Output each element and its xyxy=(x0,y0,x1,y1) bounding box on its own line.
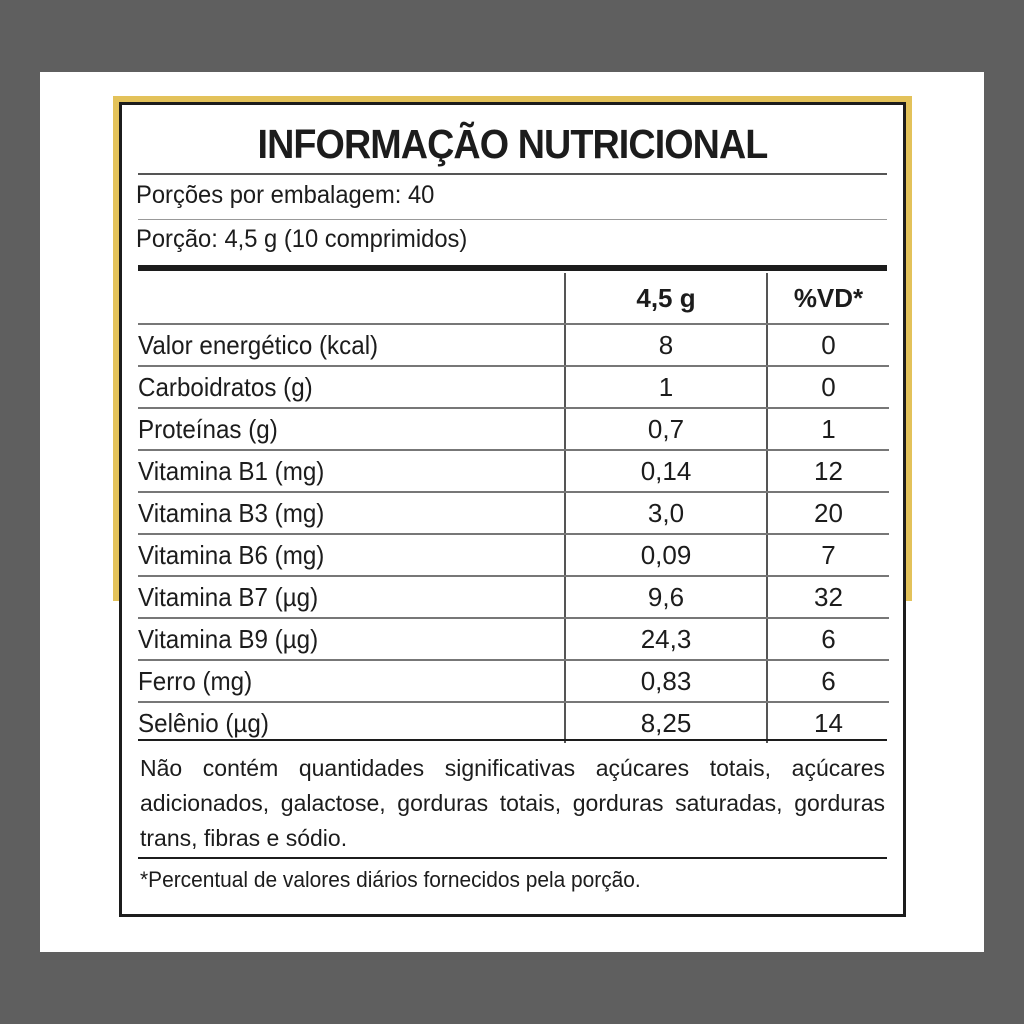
nutrient-amount: 1 xyxy=(565,366,767,408)
table-row xyxy=(138,534,889,576)
nutrient-dv: 14 xyxy=(767,702,889,743)
nutrient-amount: 8,25 xyxy=(565,702,767,743)
nutrient-dv: 6 xyxy=(767,618,889,660)
nutrient-dv: 20 xyxy=(767,492,889,534)
table-bottom-rule xyxy=(138,739,887,741)
title-divider xyxy=(138,173,887,175)
header-amount: 4,5 g xyxy=(565,273,767,324)
dv-footnote: *Percentual de valores diários fornecidos pela porção. xyxy=(140,867,641,892)
nutrition-note: Não contém quantidades significativas açúcares totais, açúcares adicionados, galactose, gorduras totais, gorduras saturadas, gorduras trans, fibras e sódio. xyxy=(140,755,885,851)
footnote-divider xyxy=(138,857,887,859)
table-row xyxy=(138,576,889,618)
nutrient-name: Selênio (µg) xyxy=(138,707,269,738)
nutrient-dv: 0 xyxy=(767,324,889,366)
label-title: INFORMAÇÃO NUTRICIONAL xyxy=(257,121,768,167)
table-row xyxy=(138,366,889,408)
meta-divider xyxy=(138,219,887,220)
nutrient-amount: 0,83 xyxy=(565,660,767,702)
nutrient-amount: 0,14 xyxy=(565,450,767,492)
serving-size: Porção: 4,5 g (10 comprimidos) xyxy=(136,225,468,253)
servings-per-package: Porções por embalagem: 40 xyxy=(136,181,435,209)
nutrient-amount: 8 xyxy=(565,324,767,366)
table-row xyxy=(138,450,889,492)
nutrient-dv: 6 xyxy=(767,660,889,702)
nutrient-name: Vitamina B9 (µg) xyxy=(138,623,319,654)
table-row xyxy=(138,408,889,450)
nutrient-dv: 32 xyxy=(767,576,889,618)
nutrient-amount: 0,09 xyxy=(565,534,767,576)
nutrient-name: Vitamina B3 (mg) xyxy=(138,497,325,528)
table-header-row xyxy=(138,273,889,324)
nutrient-amount: 3,0 xyxy=(565,492,767,534)
nutrient-name: Valor energético (kcal) xyxy=(138,329,379,360)
nutrient-amount: 9,6 xyxy=(565,576,767,618)
nutrient-dv: 12 xyxy=(767,450,889,492)
nutrient-name: Vitamina B1 (mg) xyxy=(138,455,325,486)
table-row xyxy=(138,702,889,743)
nutrient-name: Ferro (mg) xyxy=(138,665,253,696)
nutrient-amount: 24,3 xyxy=(565,618,767,660)
table-row xyxy=(138,660,889,702)
nutrient-name: Vitamina B6 (mg) xyxy=(138,539,325,570)
header-dv: %VD* xyxy=(767,273,889,324)
nutrition-label xyxy=(119,102,906,917)
table-row xyxy=(138,492,889,534)
table-row xyxy=(138,324,889,366)
thick-divider xyxy=(138,265,887,271)
table-row xyxy=(138,618,889,660)
nutrient-dv: 7 xyxy=(767,534,889,576)
nutrient-name: Vitamina B7 (µg) xyxy=(138,581,319,612)
nutrient-dv: 1 xyxy=(767,408,889,450)
nutrient-name: Proteínas (g) xyxy=(138,413,278,444)
nutrient-dv: 0 xyxy=(767,366,889,408)
nutrition-table xyxy=(138,273,889,743)
nutrient-amount: 0,7 xyxy=(565,408,767,450)
nutrient-name: Carboidratos (g) xyxy=(138,371,313,402)
header-name xyxy=(138,273,565,324)
